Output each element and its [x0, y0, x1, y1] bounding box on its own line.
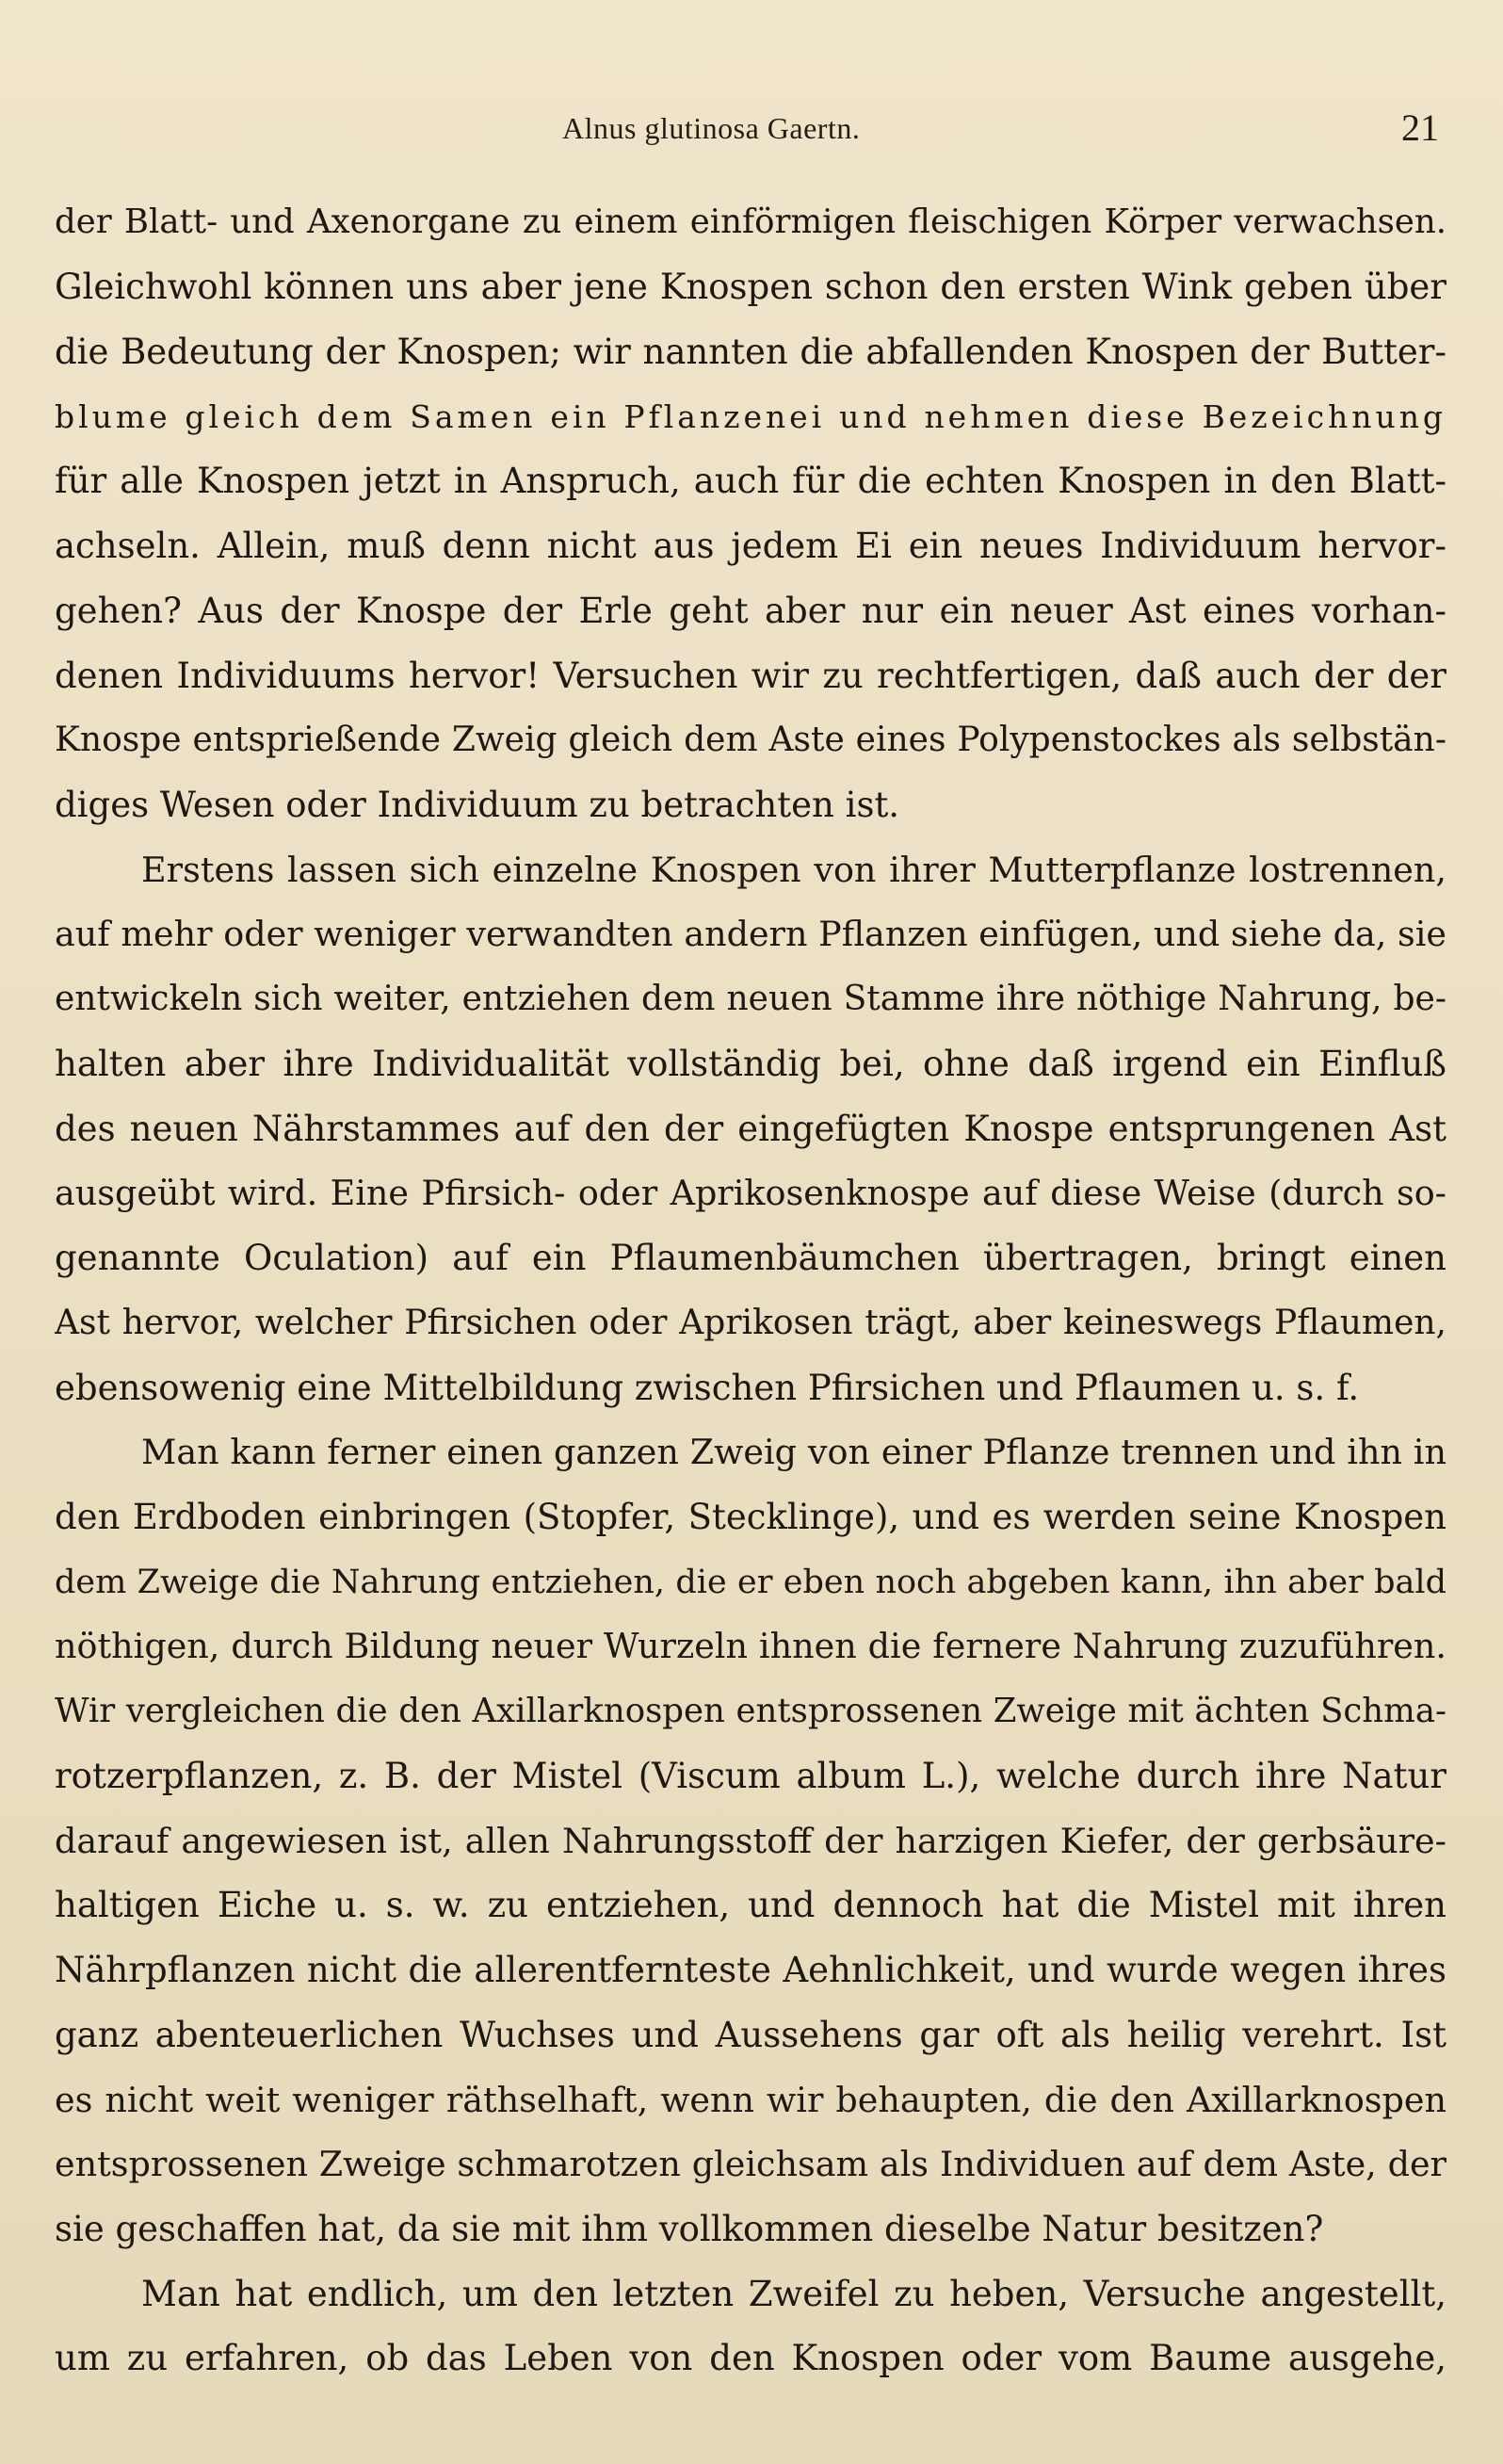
text-line: dem Zweige die Nahrung entziehen, die er eben noch abgeben kann, ihn aber bald — [55, 1564, 1446, 1601]
text-line: Gleichwohl können uns aber jene Knospen schon den ersten Wink geben über — [55, 267, 1446, 307]
text-line: auf mehr oder weniger verwandten andern Pflanzen einfügen, und siehe da, sie — [55, 914, 1446, 954]
text-line: gehen? Aus der Knospe der Erle geht aber nur ein neuer Ast eines vorhan- — [55, 591, 1446, 631]
text-line: um zu erfahren, ob das Leben von den Knospen oder vom Baume ausgehe, — [55, 2338, 1446, 2378]
text-line: nöthigen, durch Bildung neuer Wurzeln ihnen die fernere Nahrung zuzuführen. — [55, 1626, 1446, 1666]
text-line: genannte Oculation) auf ein Pflaumenbäumchen übertragen, bringt einen — [55, 1238, 1446, 1278]
running-title: Alnus glutinosa Gaertn. — [562, 111, 861, 145]
text-line: denen Individuums hervor! Versuchen wir zu rechtfertigen, daß auch der der — [55, 656, 1446, 696]
text-line: halten aber ihre Individualität vollständig bei, ohne daß irgend ein Einfluß — [55, 1044, 1446, 1084]
text-line: für alle Knospen jetzt in Anspruch, auch für die echten Knospen in den Blatt- — [55, 461, 1446, 501]
text-line: blume gleich dem Samen ein Pflanzenei und nehmen diese Bezeichnung — [55, 398, 1446, 435]
text-line: die Bedeutung der Knospen; wir nannten die abfallenden Knospen der Butter- — [55, 332, 1446, 372]
text-line: Man kann ferner einen ganzen Zweig von einer Pflanze trennen und ihn in — [141, 1432, 1446, 1472]
text-line: sie geschaffen hat, da sie mit ihm vollkommen dieselbe Natur besitzen? — [55, 2209, 1324, 2249]
text-line: achseln. Allein, muß denn nicht aus jedem Ei ein neues Individuum hervor- — [55, 526, 1446, 566]
text-line: diges Wesen oder Individuum zu betrachten ist. — [55, 785, 900, 825]
text-line: den Erdboden einbringen (Stopfer, Stecklinge), und es werden seine Knospen — [55, 1497, 1446, 1537]
text-line: Ast hervor, welcher Pfirsichen oder Aprikosen trägt, aber keineswegs Pflaumen, — [55, 1304, 1446, 1342]
text-line: es nicht weit weniger räthselhaft, wenn wir behaupten, die den Axillarknospen — [55, 2080, 1446, 2120]
text-line: Nährpflanzen nicht die allerentfernteste Aehnlichkeit, und wurde wegen ihres — [55, 1950, 1446, 1990]
text-line: Erstens lassen sich einzelne Knospen von ihrer Mutterpflanze lostrennen, — [141, 850, 1446, 890]
text-line: der Blatt- und Axenorgane zu einem einförmigen fleischigen Körper verwachsen. — [55, 203, 1446, 241]
page-number: 21 — [1401, 106, 1439, 149]
text-line: darauf angewiesen ist, allen Nahrungsstoff der harzigen Kiefer, der gerbsäure- — [55, 1821, 1446, 1861]
text-line: des neuen Nährstammes auf den der eingefügten Knospe entsprungenen Ast — [55, 1109, 1446, 1149]
text-line: haltigen Eiche u. s. w. zu entziehen, und dennoch hat die Mistel mit ihren — [55, 1885, 1446, 1925]
text-line: Man hat endlich, um den letzten Zweifel zu heben, Versuche angestellt, — [141, 2274, 1446, 2314]
text-line: rotzerpflanzen, z. B. der Mistel (Viscum album L.), welche durch ihre Natur — [55, 1756, 1446, 1796]
text-line: Knospe entsprießende Zweig gleich dem Aste eines Polypenstockes als selbstän- — [55, 721, 1446, 759]
text-line: ganz abenteuerlichen Wuchses und Aussehens gar oft als heilig verehrt. Ist — [55, 2015, 1446, 2055]
text-line: ebensowenig eine Mittelbildung zwischen Pfirsichen und Pflaumen u. s. f. — [55, 1368, 1360, 1408]
text-line: Wir vergleichen die den Axillarknospen entsprossenen Zweige mit ächten Schma- — [55, 1692, 1446, 1730]
text-line: ausgeübt wird. Eine Pfirsich- oder Aprikosenknospe auf diese Weise (durch so- — [55, 1173, 1446, 1213]
text-line: entwickeln sich weiter, entziehen dem neuen Stamme ihre nöthige Nahrung, be- — [55, 980, 1446, 1018]
text-line: entsprossenen Zweige schmarotzen gleichsam als Individuen auf dem Aste, der — [55, 2144, 1446, 2184]
